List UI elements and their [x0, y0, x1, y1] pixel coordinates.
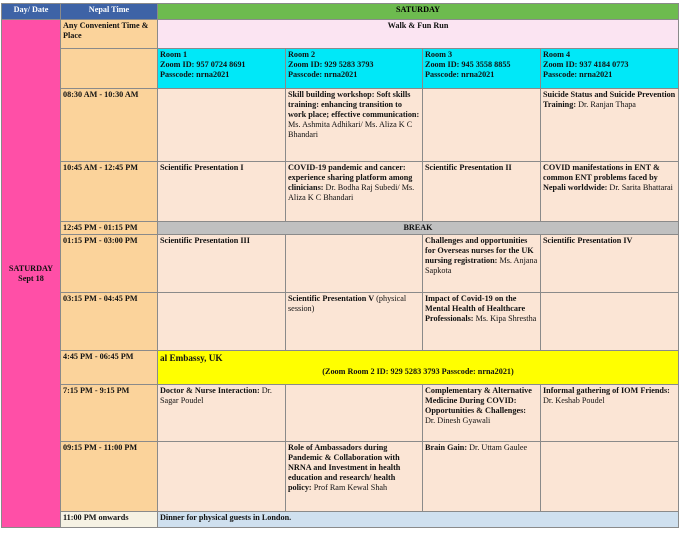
header-row — [2, 4, 679, 20]
rooms-row — [2, 49, 679, 89]
time-1100: 11:00 PM onwards — [61, 512, 158, 528]
r1-room1 — [158, 89, 286, 162]
r4-room1 — [158, 293, 286, 351]
time-0115: 01:15 PM - 03:00 PM — [61, 235, 158, 293]
dinner-text: Dinner for physical guests in London. — [158, 512, 679, 528]
time-0445: 4:45 PM - 06:45 PM — [61, 351, 158, 385]
r5-room3: Complementary & Alternative Medicine During COVID: Opportunities & Challenges: Dr. Dinesh Gyawali — [423, 385, 541, 442]
r6-room3: Brain Gain: Dr. Uttam Gaulee — [423, 442, 541, 512]
r5-room4: Informal gathering of IOM Friends: Dr. Keshab Poudel — [541, 385, 679, 442]
day-label: SATURDAY Sept 18 — [8, 263, 54, 283]
session-row-4 — [2, 293, 679, 351]
saturday-header: SATURDAY — [158, 4, 679, 20]
r6-room4 — [541, 442, 679, 512]
session-row-6 — [2, 442, 679, 512]
r5-room1: Doctor & Nurse Interaction: Dr. Sagar Poudel — [158, 385, 286, 442]
r1-room3 — [423, 89, 541, 162]
embassy-zoom: (Zoom Room 2 ID: 929 5283 3793 Passcode: nrna2021) — [322, 367, 514, 376]
rooms-time-cell — [61, 49, 158, 89]
dinner-row — [2, 512, 679, 528]
r2-room2: COVID-19 pandemic and cancer: experience sharing platform among clinicians: Dr. Bodha Raj Subedi/ Ms. Aliza K C Bhandari — [286, 162, 423, 222]
embassy-row — [2, 351, 679, 385]
r6-room2: Role of Ambassadors during Pandemic & Collaboration with NRNA and Investment in health education and research/ health policy: Prof Ram Kewal Shah — [286, 442, 423, 512]
embassy-title: al Embassy, UK — [160, 353, 223, 363]
r4-room4 — [541, 293, 679, 351]
session-row-2 — [2, 162, 679, 222]
room-4-info: Room 4 Zoom ID: 937 4184 0773 Passcode: nrna2021 — [541, 49, 679, 89]
r4-room2: Scientific Presentation V (physical session) — [286, 293, 423, 351]
time-0715: 7:15 PM - 9:15 PM — [61, 385, 158, 442]
embassy-session — [158, 351, 679, 385]
time-0915: 09:15 PM - 11:00 PM — [61, 442, 158, 512]
day-date-header: Day/ Date — [2, 4, 61, 20]
time-0315: 03:15 PM - 04:45 PM — [61, 293, 158, 351]
r1-room2: Skill building workshop: Soft skills training: enhancing transition to work place; effective communication: Ms. Ashmita Adhikari/ Ms. Aliza K C Bhandari — [286, 89, 423, 162]
day-cell — [2, 20, 61, 528]
session-row-1 — [2, 89, 679, 162]
r2-room1: Scientific Presentation I — [158, 162, 286, 222]
r3-room1: Scientific Presentation III — [158, 235, 286, 293]
room-3-info: Room 3 Zoom ID: 945 3558 8855 Passcode: nrna2021 — [423, 49, 541, 89]
r3-room2 — [286, 235, 423, 293]
break-row — [2, 222, 679, 235]
walk-fun-run: Walk & Fun Run — [158, 20, 679, 49]
nepal-time-header: Nepal Time — [61, 4, 158, 20]
time-1045: 10:45 AM - 12:45 PM — [61, 162, 158, 222]
time-0830: 08:30 AM - 10:30 AM — [61, 89, 158, 162]
walk-time: Any Convenient Time & Place — [61, 20, 158, 49]
r4-room3: Impact of Covid-19 on the Mental Health of Healthcare Professionals: Ms. Kipa Shrestha — [423, 293, 541, 351]
r3-room3: Challenges and opportunities for Overseas nurses for the UK nursing registration: Ms. Anjana Sapkota — [423, 235, 541, 293]
time-1245: 12:45 PM - 01:15 PM — [61, 222, 158, 235]
r3-room4: Scientific Presentation IV — [541, 235, 679, 293]
r1-room4: Suicide Status and Suicide Prevention Training: Dr. Ranjan Thapa — [541, 89, 679, 162]
r2-room4: COVID manifestations in ENT & common ENT problems faced by Nepali worldwide: Dr. Sarita Bhattarai — [541, 162, 679, 222]
r5-room2 — [286, 385, 423, 442]
room-2-info: Room 2 Zoom ID: 929 5283 3793 Passcode: nrna2021 — [286, 49, 423, 89]
session-row-3 — [2, 235, 679, 293]
room-1-info: Room 1 Zoom ID: 957 0724 8691 Passcode: nrna2021 — [158, 49, 286, 89]
schedule-table — [1, 3, 679, 528]
walk-row — [2, 20, 679, 49]
r6-room1 — [158, 442, 286, 512]
session-row-5 — [2, 385, 679, 442]
r2-room3: Scientific Presentation II — [423, 162, 541, 222]
break-label: BREAK — [158, 222, 679, 235]
